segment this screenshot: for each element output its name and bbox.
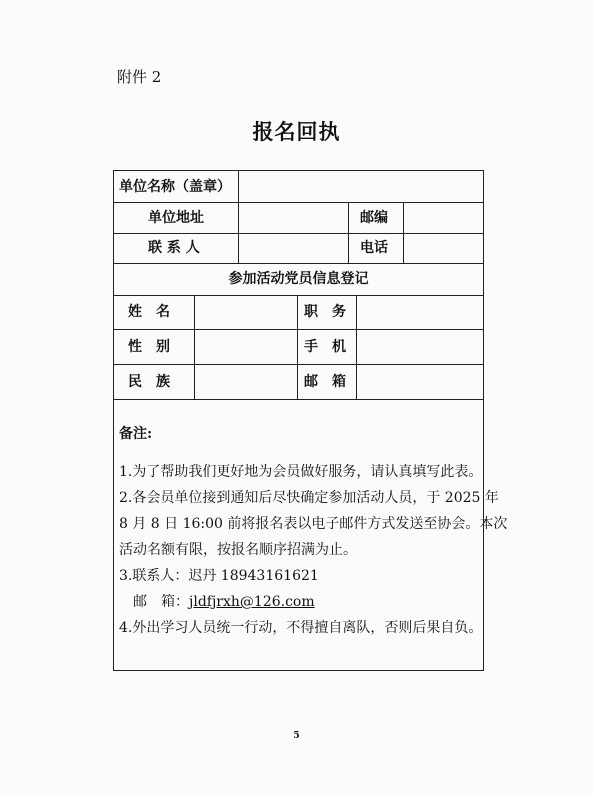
row-divider (114, 233, 483, 234)
col-divider (348, 202, 349, 263)
name-label: 姓 名 (128, 304, 170, 320)
notes-line: 4.外出学习人员统一行动，不得擅自离队，否则后果自负。 (119, 620, 483, 636)
col-divider (238, 171, 239, 263)
col-divider (194, 295, 195, 399)
row-divider (114, 329, 483, 330)
unit-name-label: 单位名称（盖章） (119, 179, 231, 195)
mobile-label: 手 机 (304, 339, 346, 355)
row-divider (114, 263, 483, 264)
notes-line: 3.联系人：迟丹 18943161621 (119, 568, 319, 584)
unit-address-label: 单位地址 (148, 210, 204, 226)
contact-label: 联 系 人 (148, 240, 200, 256)
col-divider (297, 295, 298, 399)
row-divider (114, 399, 483, 400)
notes-heading: 备注: (119, 426, 153, 442)
col-divider (403, 202, 404, 263)
row-divider (114, 295, 483, 296)
notes-email-label: 邮 箱： (119, 594, 189, 610)
page-number: 5 (293, 731, 300, 741)
contact-email-link[interactable]: jldfjrxh@126.com (189, 594, 315, 610)
ethnicity-label: 民 族 (128, 374, 170, 390)
gender-label: 性 别 (128, 339, 170, 355)
row-divider (114, 202, 483, 203)
section-title: 参加活动党员信息登记 (228, 271, 369, 287)
registration-form-table (113, 170, 508, 671)
page-title: 报名回执 (252, 119, 341, 144)
notes-line: 1.为了帮助我们更好地为会员做好服务，请认真填写此表。 (119, 464, 483, 480)
row-divider (114, 364, 483, 365)
notes-line: 8 月 8 日 16:00 前将报名表以电子邮件方式发送至协会。本次 (119, 516, 508, 532)
postcode-label: 邮编 (360, 210, 388, 226)
phone-label: 电话 (360, 240, 388, 256)
email-label: 邮 箱 (304, 374, 346, 390)
attachment-label: 附件 2 (117, 68, 162, 86)
notes-email-line (119, 589, 479, 615)
notes-section (119, 421, 508, 641)
position-label: 职 务 (304, 304, 346, 320)
col-divider (356, 295, 357, 399)
notes-line: 活动名额有限，按报名顺序招满为止。 (119, 542, 357, 558)
notes-line: 2.各会员单位接到通知后尽快确定参加活动人员，于 2025 年 (119, 490, 499, 506)
